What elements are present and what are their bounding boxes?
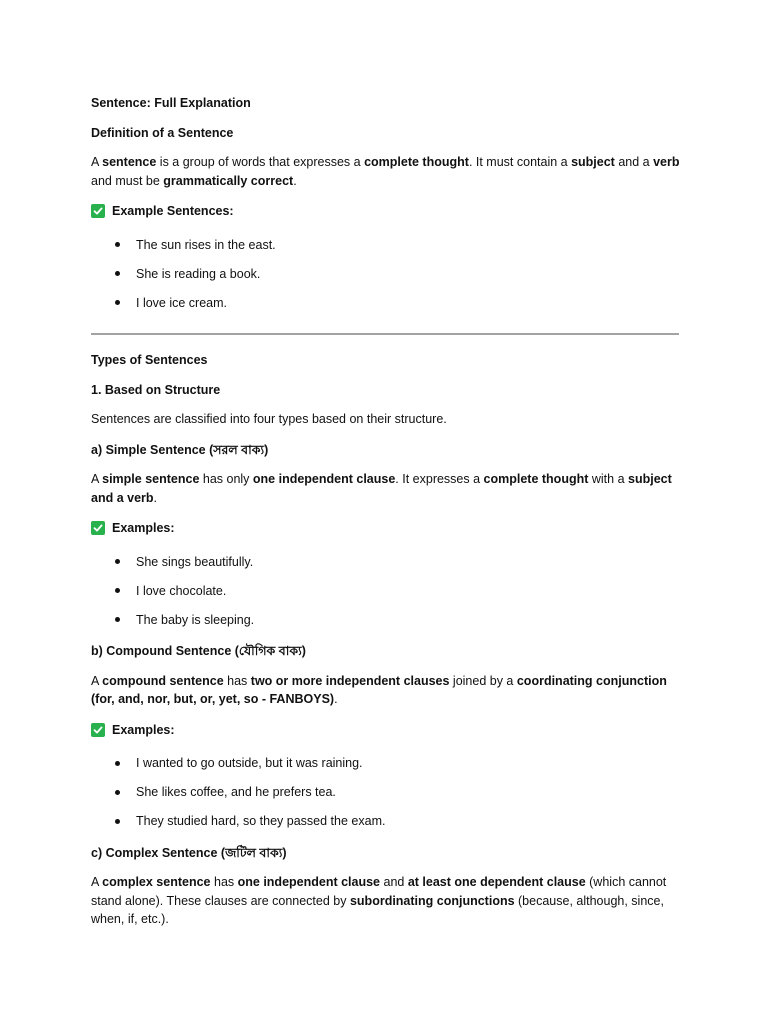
bold-text-run: one independent clause	[252, 472, 396, 486]
list-item	[91, 547, 681, 576]
text-run: has only	[199, 472, 253, 486]
list-item	[91, 807, 681, 836]
bold-text-run: simple sentence	[102, 472, 200, 486]
bullet-icon	[115, 559, 120, 564]
example-sentences-label	[91, 202, 681, 220]
text-run: joined by a	[449, 673, 517, 688]
compound-sentence-paragraph	[91, 672, 681, 709]
definition-heading: Definition of a Sentence	[91, 125, 234, 140]
types-heading: Types of Sentences	[91, 353, 208, 367]
list-item-text: She likes coffee, and he prefers tea.	[136, 785, 336, 799]
bullet-icon	[115, 242, 120, 247]
list-item	[91, 259, 681, 288]
text-run: .	[293, 173, 297, 188]
list-item-text: I wanted to go outside, but it was raining.	[136, 756, 363, 770]
bold-text-run: verb	[653, 155, 680, 169]
bullet-icon	[115, 271, 120, 276]
check-mark-icon	[91, 723, 105, 737]
bold-text-run: grammatically correct	[163, 173, 294, 188]
simple-sentence-heading: a) Simple Sentence (সরল বাক্য)	[91, 442, 269, 457]
bold-text-run: complete thought	[364, 155, 469, 169]
simple-examples-list	[91, 547, 681, 634]
compound-examples-list	[91, 749, 681, 836]
compound-examples-label	[91, 721, 681, 739]
text-run: A	[91, 472, 103, 486]
list-item	[91, 576, 681, 605]
bold-text-run: subordinating conjunctions	[349, 893, 515, 908]
check-mark-icon	[91, 204, 105, 218]
bullet-icon	[115, 588, 120, 593]
examples-label-text: Examples:	[112, 521, 175, 535]
text-run: A	[91, 155, 103, 169]
bold-text-run: one independent clause	[237, 875, 381, 889]
simple-examples-label	[91, 519, 681, 537]
examples-label-text: Example Sentences:	[112, 204, 234, 218]
text-run: .	[334, 692, 338, 706]
text-run: and a	[614, 155, 654, 169]
text-run: A	[91, 673, 103, 688]
complex-sentence-heading: c) Complex Sentence (জটিল বাক্য)	[91, 845, 287, 860]
bold-text-run: complete thought	[483, 472, 589, 486]
bold-text-run: two or more independent clauses	[250, 673, 450, 688]
text-run: has	[210, 875, 238, 889]
bullet-icon	[115, 300, 120, 305]
text-run: with a	[588, 472, 628, 486]
document-title: Sentence: Full Explanation	[91, 96, 251, 110]
list-item	[91, 749, 681, 778]
text-run: is a group of words that expresses a	[156, 155, 365, 169]
bullet-icon	[115, 819, 120, 824]
complex-sentence-paragraph	[91, 873, 681, 929]
check-mark-icon	[91, 521, 105, 535]
document-page	[91, 94, 681, 941]
bold-text-run: at least one dependent clause	[407, 875, 586, 889]
list-item	[91, 288, 681, 317]
list-item	[91, 605, 681, 634]
compound-sentence-heading: b) Compound Sentence (যৌগিক বাক্য)	[91, 644, 306, 658]
text-run: . It expresses a	[395, 472, 484, 486]
list-item-text: She sings beautifully.	[136, 554, 254, 569]
list-item-text: I love chocolate.	[136, 583, 227, 598]
bullet-icon	[115, 790, 120, 795]
list-item	[91, 778, 681, 807]
list-item	[91, 230, 681, 259]
definition-examples-list	[91, 230, 681, 317]
bold-text-run: sentence	[102, 155, 157, 169]
section-divider	[91, 333, 679, 335]
list-item-text: They studied hard, so they passed the exam.	[136, 814, 386, 828]
bold-text-run: coordinating conjunction (for, and, nor, but, or, yet, so - FANBOYS)	[91, 673, 667, 706]
simple-sentence-paragraph	[91, 470, 681, 507]
list-item-text: The baby is sleeping.	[136, 612, 255, 627]
bold-text-run: subject and a verb	[91, 472, 672, 505]
text-run: and must be	[91, 173, 164, 188]
text-run: (which cannot stand alone). These clauses are connected by	[91, 875, 667, 908]
bold-text-run: compound sentence	[102, 673, 224, 688]
text-run: . It must contain a	[468, 155, 572, 169]
definition-paragraph	[91, 153, 681, 190]
structure-heading: 1. Based on Structure	[91, 382, 221, 397]
text-run: (because, although, since, when, if, etc.).	[91, 893, 664, 926]
bullet-icon	[115, 761, 120, 766]
text-run: A	[91, 875, 103, 889]
structure-intro: Sentences are classified into four types based on their structure.	[91, 412, 447, 426]
list-item-text: She is reading a book.	[136, 266, 261, 281]
text-run: .	[153, 490, 158, 505]
text-run: has	[223, 673, 251, 688]
list-item-text: I love ice cream.	[136, 295, 228, 310]
bold-text-run: complex sentence	[102, 875, 211, 889]
list-item-text: The sun rises in the east.	[136, 237, 276, 252]
examples-label-text: Examples:	[112, 722, 175, 737]
bold-text-run: subject	[571, 155, 615, 169]
text-run: and	[380, 875, 408, 889]
bullet-icon	[115, 617, 120, 622]
